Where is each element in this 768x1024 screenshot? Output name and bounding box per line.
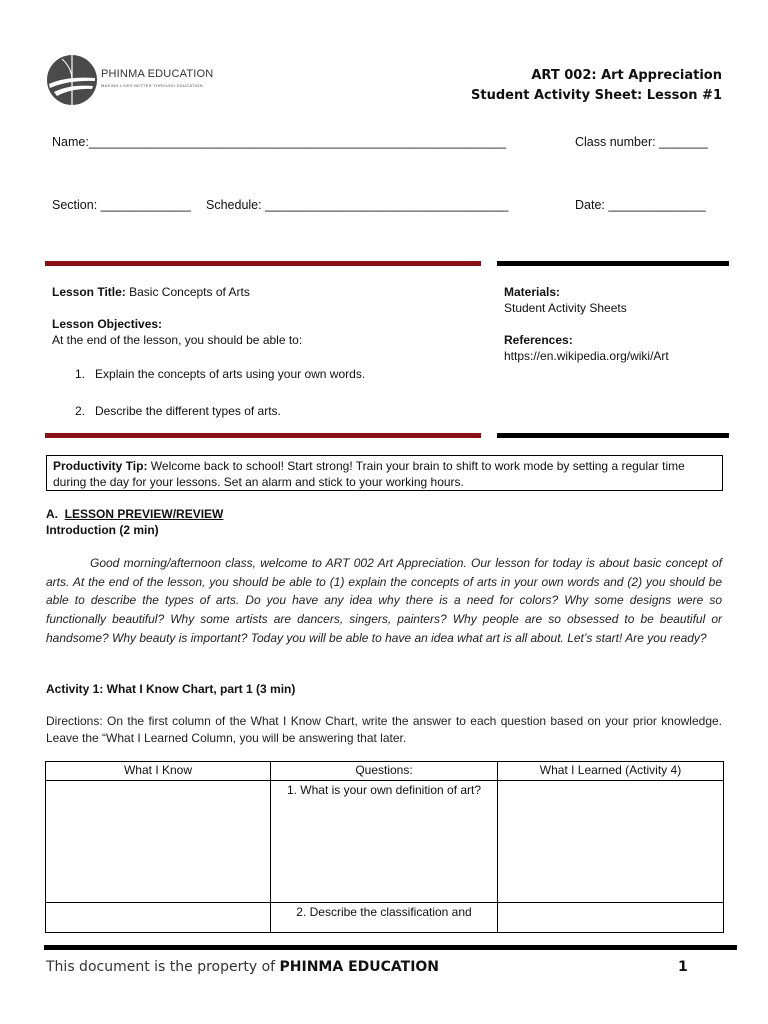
table-header: What I Know bbox=[46, 762, 271, 781]
activity-directions: Directions: On the first column of the What I Know Chart, write the answer to each question based on your prior knowledge. Leave the “What I Learned Column, you will be answering that later. bbox=[46, 714, 722, 745]
references-link[interactable]: https://en.wikipedia.org/wiki/Art bbox=[504, 349, 669, 363]
top-rule-black bbox=[497, 261, 729, 266]
objectives-intro: At the end of the lesson, you should be able to: bbox=[52, 333, 303, 347]
materials-value: Student Activity Sheets bbox=[504, 301, 627, 315]
lesson-title-label: Lesson Title: bbox=[52, 285, 126, 299]
tip-text: Welcome back to school! Start strong! Train your brain to shift to work mode by setting a regular time during the day for your lessons. Set an alarm and stick to your working hours. bbox=[53, 459, 685, 489]
table-header-row bbox=[46, 762, 724, 781]
footer-prefix: This document is the property of bbox=[46, 959, 280, 975]
sheet-title: Student Activity Sheet: Lesson #1 bbox=[471, 88, 722, 103]
activity-heading: Activity 1: What I Know Chart, part 1 (3 min) bbox=[46, 682, 296, 696]
logo-tagline: MAKING LIVES BETTER THROUGH EDUCATION bbox=[101, 83, 203, 88]
document-title bbox=[471, 66, 722, 106]
section-prefix: A. bbox=[46, 507, 65, 521]
page-number: 1 bbox=[678, 959, 688, 975]
table-header: What I Learned (Activity 4) bbox=[498, 762, 724, 781]
lesson-title-value: Basic Concepts of Arts bbox=[125, 285, 250, 299]
table-row bbox=[46, 903, 724, 933]
table-row bbox=[46, 781, 724, 903]
lesson-title bbox=[52, 284, 250, 300]
table-header: Questions: bbox=[271, 762, 498, 781]
footer-owner: PHINMA EDUCATION bbox=[279, 959, 440, 975]
bottom-rule-red bbox=[45, 433, 481, 438]
answer-cell-learned[interactable] bbox=[498, 781, 724, 903]
phinma-logo bbox=[46, 54, 226, 106]
objective-item: 1. Explain the concepts of arts using your own words. bbox=[75, 367, 366, 381]
date-field[interactable]: Date: ______________ bbox=[575, 198, 706, 212]
answer-cell-know[interactable] bbox=[46, 781, 271, 903]
tip-label: Productivity Tip: bbox=[53, 459, 148, 473]
course-title: ART 002: Art Appreciation bbox=[531, 68, 722, 83]
what-i-know-table bbox=[45, 761, 724, 933]
intro-heading: Introduction (2 min) bbox=[46, 523, 159, 537]
objectives-label: Lesson Objectives: bbox=[52, 317, 163, 331]
references-label: References: bbox=[504, 333, 573, 347]
answer-cell-learned[interactable] bbox=[498, 903, 724, 933]
section-heading bbox=[46, 507, 223, 521]
schedule-field[interactable]: Schedule: ___________________________________ bbox=[206, 198, 509, 212]
question-cell: 1. What is your own definition of art? bbox=[271, 781, 498, 903]
section-title: LESSON PREVIEW/REVIEW bbox=[64, 507, 224, 521]
footer-rule bbox=[44, 945, 737, 950]
intro-paragraph: Good morning/afternoon class, welcome to ART 002 Art Appreciation. Our lesson for today is about basic concept of arts. At the end of the lesson, you should be able to (1) explain the concepts of arts in your own words and (2) you should be able to describe the types of arts. Do you have any idea why there is a need for colors? Why some designs were so functionally beautiful? Why some artists are dancers, singers, painters? Why people are so obsessed to be beautiful or handsome? Why beauty is important? Today you will be able to have an idea what art is all about. Let’s start! Are you ready? bbox=[46, 556, 722, 645]
logo-name: PHINMA EDUCATION bbox=[101, 68, 214, 80]
productivity-tip-box bbox=[46, 455, 723, 491]
answer-cell-know[interactable] bbox=[46, 903, 271, 933]
class-number-field[interactable]: Class number: _______ bbox=[575, 135, 708, 149]
name-field[interactable]: Name:____________________________________________________________ bbox=[52, 135, 506, 149]
objective-item: 2. Describe the different types of arts. bbox=[75, 404, 281, 418]
question-cell: 2. Describe the classification and bbox=[271, 903, 498, 933]
section-field[interactable]: Section: _____________ bbox=[52, 198, 192, 212]
materials-label: Materials: bbox=[504, 285, 561, 299]
footer-text bbox=[46, 959, 439, 975]
top-rule-red bbox=[45, 261, 481, 266]
bottom-rule-black bbox=[497, 433, 729, 438]
